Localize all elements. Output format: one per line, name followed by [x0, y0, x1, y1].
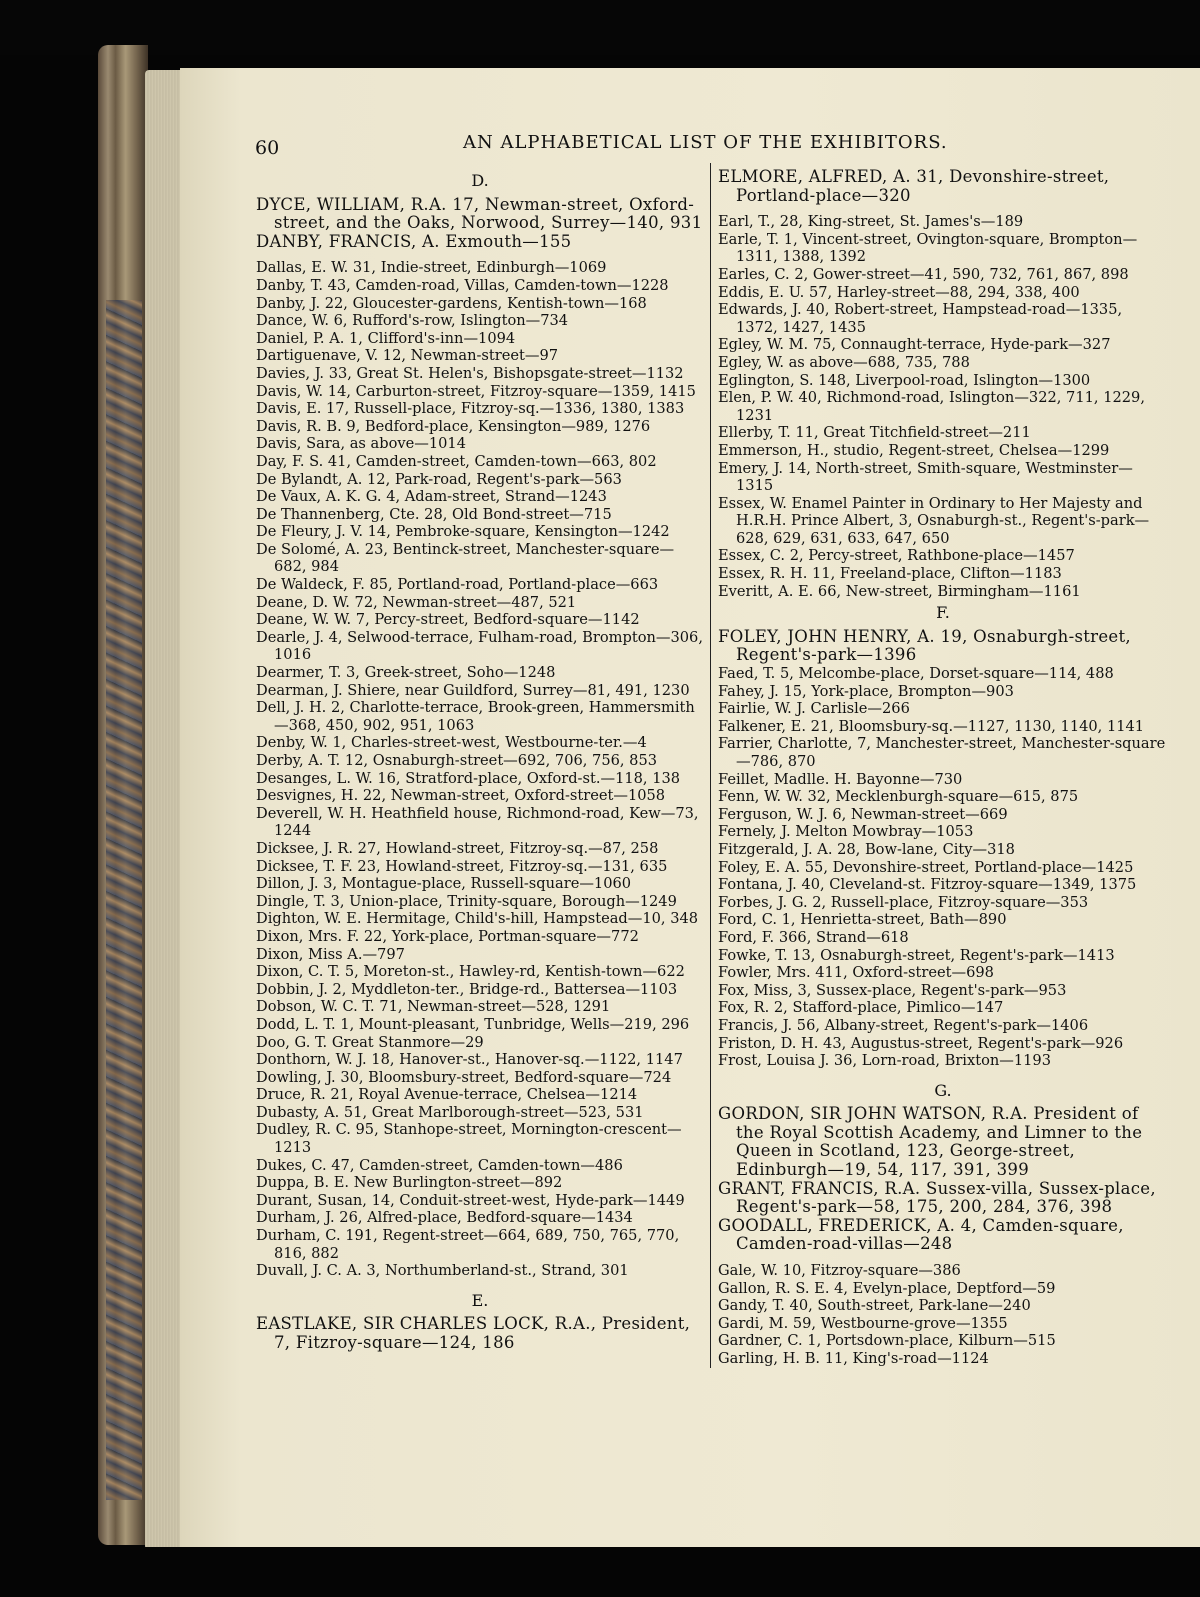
exhibitor-entry: Faed, T. 5, Melcombe-place, Dorset-square—114, 488	[718, 665, 1114, 683]
exhibitor-entry: Frost, Louisa J. 36, Lorn-road, Brixton—1193	[718, 1052, 1051, 1070]
exhibitor-entry: Edwards, J. 40, Robert-street, Hampstead-road—1335, 1372, 1427, 1435	[718, 301, 1123, 336]
exhibitor-entry-major: EASTLAKE, SIR CHARLES LOCK, R.A., President, 7, Fitzroy-square—124, 186	[256, 1314, 691, 1352]
exhibitor-entry: Dearle, J. 4, Selwood-terrace, Fulham-road, Brompton—306, 1016	[256, 628, 703, 664]
exhibitor-entry: Davis, Sara, as above—1014	[256, 435, 467, 453]
exhibitor-entry: Francis, J. 56, Albany-street, Regent's-park—1406	[718, 1016, 1089, 1034]
left-column	[256, 168, 704, 1353]
exhibitor-entry: Dixon, Miss A.—797	[256, 945, 405, 963]
exhibitor-entry: De Waldeck, F. 85, Portland-road, Portland-place—663	[256, 576, 659, 594]
exhibitor-entry: Dighton, W. E. Hermitage, Child's-hill, Hampstead—10, 348	[256, 910, 699, 928]
exhibitor-entry: Feillet, Madlle. H. Bayonne—730	[718, 770, 963, 788]
exhibitor-entry: Fitzgerald, J. A. 28, Bow-lane, City—318	[718, 840, 1015, 858]
exhibitor-entry: De Thannenberg, Cte. 28, Old Bond-street—715	[256, 505, 612, 523]
exhibitor-entry: De Fleury, J. V. 14, Pembroke-square, Kensington—1242	[256, 523, 670, 541]
exhibitor-entry: Gallon, R. S. E. 4, Evelyn-place, Deptford—59	[718, 1279, 1056, 1297]
exhibitor-entry: Davis, R. B. 9, Bedford-place, Kensington—989, 1276	[256, 417, 651, 435]
exhibitor-entry: Dowling, J. 30, Bloomsbury-street, Bedford-square—724	[256, 1068, 672, 1086]
exhibitor-entry: Fox, Miss, 3, Sussex-place, Regent's-park—953	[718, 981, 1067, 999]
exhibitor-entry: Earl, T., 28, King-street, St. James's—189	[718, 213, 1024, 231]
exhibitor-entry: Fenn, W. W. 32, Mecklenburgh-square—615, 875	[718, 788, 1079, 806]
exhibitor-entry: Deane, W. W. 7, Percy-street, Bedford-square—1142	[256, 611, 640, 629]
scan-background-bottom	[0, 1547, 1200, 1597]
exhibitor-entry: Elen, P. W. 40, Richmond-road, Islington—322, 711, 1229, 1231	[718, 389, 1145, 424]
exhibitor-entry: Dallas, E. W. 31, Indie-street, Edinburgh—1069	[256, 259, 607, 277]
e-entry-list	[718, 213, 1168, 600]
exhibitor-entry: Danby, J. 22, Gloucester-gardens, Kentish-town—168	[256, 294, 647, 312]
exhibitor-entry: Dillon, J. 3, Montague-place, Russell-square—1060	[256, 875, 632, 893]
exhibitor-entry: Ford, F. 366, Strand—618	[718, 928, 909, 946]
exhibitor-entry: Fontana, J. 40, Cleveland-st. Fitzroy-square—1349, 1375	[718, 876, 1137, 894]
exhibitor-entry: Dubasty, A. 51, Great Marlborough-street—523, 531	[256, 1103, 644, 1121]
exhibitor-entry: Davis, E. 17, Russell-place, Fitzroy-sq.—1336, 1380, 1383	[256, 400, 685, 418]
exhibitor-entry: Dicksee, T. F. 23, Howland-street, Fitzroy-sq.—131, 635	[256, 857, 668, 875]
exhibitor-entry: Danby, T. 43, Camden-road, Villas, Camden-town—1228	[256, 276, 669, 294]
exhibitor-entry: Emmerson, H., studio, Regent-street, Chelsea—1299	[718, 441, 1110, 459]
column-divider	[710, 163, 711, 1368]
exhibitor-entry: Dodd, L. T. 1, Mount-pleasant, Tunbridge, Wells—219, 296	[256, 1015, 690, 1033]
exhibitor-entry: Durham, J. 26, Alfred-place, Bedford-square—1434	[256, 1209, 633, 1227]
exhibitor-entry: Ford, C. 1, Henrietta-street, Bath—890	[718, 911, 1007, 929]
exhibitor-entry: Dartiguenave, V. 12, Newman-street—97	[256, 347, 559, 365]
g-entry-list	[718, 1262, 1168, 1368]
exhibitor-entry: Doo, G. T. Great Stanmore—29	[256, 1033, 484, 1051]
exhibitor-entry: Fahey, J. 15, York-place, Brompton—903	[718, 682, 1014, 700]
exhibitor-entry: Emery, J. 14, North-street, Smith-square, Westminster—1315	[718, 459, 1133, 495]
exhibitor-entry: Eddis, E. U. 57, Harley-street—88, 294, 338, 400	[718, 283, 1080, 301]
exhibitor-entry: Dingle, T. 3, Union-place, Trinity-square, Borough—1249	[256, 892, 677, 910]
exhibitor-entry-major: DANBY, FRANCIS, A. Exmouth—155	[256, 231, 572, 251]
exhibitor-entry: Gandy, T. 40, South-street, Park-lane—240	[718, 1297, 1031, 1315]
exhibitor-entry: Desvignes, H. 22, Newman-street, Oxford-street—1058	[256, 787, 666, 805]
exhibitor-entry-major: ELMORE, ALFRED, A. 31, Devonshire-street, Portland-place—320	[718, 167, 1110, 205]
section-heading-e: E.	[471, 1290, 489, 1310]
spacer	[718, 205, 1168, 213]
exhibitor-entry-major: GOODALL, FREDERICK, A. 4, Camden-square, Camden-road-villas—248	[718, 1215, 1124, 1254]
exhibitor-entry: Denby, W. 1, Charles-street-west, Westbourne-ter.—4	[256, 734, 647, 752]
exhibitor-entry: Duvall, J. C. A. 3, Northumberland-st., Strand, 301	[256, 1262, 629, 1280]
exhibitor-entry: Davies, J. 33, Great St. Helen's, Bishopsgate-street—1132	[256, 364, 684, 382]
section-heading-g: G.	[934, 1080, 952, 1100]
exhibitor-entry: Durham, C. 191, Regent-street—664, 689, 750, 765, 770, 816, 882	[256, 1227, 680, 1262]
spacer	[256, 1280, 704, 1288]
g-major-list	[718, 1105, 1168, 1254]
exhibitor-entry: Essex, W. Enamel Painter in Ordinary to Her Majesty and H.R.H. Prince Albert, 3, Osnaburgh-st., Regent's-park—628, 629, 631, 633, 647, 650	[718, 494, 1150, 547]
exhibitor-entry: Falkener, E. 21, Bloomsbury-sq.—1127, 1130, 1140, 1141	[718, 717, 1145, 735]
exhibitor-entry: De Solomé, A. 23, Bentinck-street, Manchester-square—682, 984	[256, 540, 675, 576]
spacer	[718, 1254, 1168, 1262]
exhibitor-entry: Garling, H. B. 11, King's-road—1124	[718, 1350, 989, 1367]
exhibitor-entry: Dicksee, J. R. 27, Howland-street, Fitzroy-sq.—87, 258	[256, 839, 659, 857]
exhibitor-entry: Deverell, W. H. Heathfield house, Richmond-road, Kew—73, 1244	[256, 804, 699, 840]
exhibitor-entry: De Vaux, A. K. G. 4, Adam-street, Strand—1243	[256, 488, 607, 506]
exhibitor-entry: Druce, R. 21, Royal Avenue-terrace, Chelsea—1214	[256, 1086, 638, 1104]
running-head: AN ALPHABETICAL LIST OF THE EXHIBITORS.	[463, 132, 948, 153]
exhibitor-entry: Gale, W. 10, Fitzroy-square—386	[718, 1262, 961, 1280]
scan-background	[0, 0, 1200, 55]
exhibitor-entry: Dearmer, T. 3, Greek-street, Soho—1248	[256, 664, 556, 682]
exhibitor-entry: Duppa, B. E. New Burlington-street—892	[256, 1174, 563, 1192]
exhibitor-entry: Everitt, A. E. 66, New-street, Birmingham—1161	[718, 582, 1081, 600]
exhibitor-entry: Fowler, Mrs. 411, Oxford-street—698	[718, 964, 994, 982]
exhibitor-entry: Ellerby, T. 11, Great Titchfield-street—211	[718, 424, 1031, 442]
section-heading-f: F.	[936, 603, 950, 623]
exhibitor-entry: Donthorn, W. J. 18, Hanover-st., Hanover-sq.—1122, 1147	[256, 1051, 683, 1069]
exhibitor-entry: Ferguson, W. J. 6, Newman-street—669	[718, 805, 1008, 823]
section-heading-d: D.	[471, 171, 489, 190]
exhibitor-entry: Dudley, R. C. 95, Stanhope-street, Mornington-crescent—1213	[256, 1121, 682, 1157]
exhibitor-entry: Dobbin, J. 2, Myddleton-ter., Bridge-rd., Battersea—1103	[256, 980, 678, 998]
exhibitor-entry: Friston, D. H. 43, Augustus-street, Regent's-park—926	[718, 1034, 1124, 1052]
exhibitor-entry: Dukes, C. 47, Camden-street, Camden-town—486	[256, 1156, 623, 1174]
exhibitor-entry: Egley, W. as above—688, 735, 788	[718, 353, 970, 371]
exhibitor-entry: De Bylandt, A. 12, Park-road, Regent's-park—563	[256, 470, 622, 488]
exhibitor-entry: Derby, A. T. 12, Osnaburgh-street—692, 706, 756, 853	[256, 752, 658, 769]
exhibitor-entry: Day, F. S. 41, Camden-street, Camden-town—663, 802	[256, 452, 657, 470]
e-major-list-left	[256, 1315, 704, 1352]
exhibitor-entry: Dance, W. 6, Rufford's-row, Islington—734	[256, 312, 569, 330]
exhibitor-entry: Dixon, Mrs. F. 22, York-place, Portman-square—772	[256, 927, 639, 945]
exhibitor-entry: Essex, R. H. 11, Freeland-place, Clifton—1183	[718, 565, 1062, 583]
exhibitor-entry: Dixon, C. T. 5, Moreton-st., Hawley-rd, Kentish-town—622	[256, 963, 685, 981]
page-number: 60	[255, 137, 280, 159]
marbled-endpaper	[106, 300, 142, 1500]
exhibitor-entry: Daniel, P. A. 1, Clifford's-inn—1094	[256, 329, 516, 347]
exhibitor-entry: Dell, J. H. 2, Charlotte-terrace, Brook-green, Hammersmith—368, 450, 902, 951, 1063	[256, 699, 695, 734]
book-page	[180, 68, 1200, 1548]
f-major-list	[718, 628, 1168, 665]
e-major-list-right	[718, 168, 1168, 205]
exhibitor-entry: Essex, C. 2, Percy-street, Rathbone-place—1457	[718, 547, 1075, 565]
right-column	[718, 168, 1168, 1368]
spacer	[256, 251, 704, 259]
spacer	[718, 1070, 1168, 1078]
exhibitor-entry: Gardner, C. 1, Portsdown-place, Kilburn—515	[718, 1332, 1056, 1350]
exhibitor-entry: Davis, W. 14, Carburton-street, Fitzroy-square—1359, 1415	[256, 382, 696, 400]
f-entry-list	[718, 665, 1168, 1070]
exhibitor-entry: Dearman, J. Shiere, near Guildford, Surrey—81, 491, 1230	[256, 681, 690, 699]
exhibitor-entry-major: FOLEY, JOHN HENRY, A. 19, Osnaburgh-street, Regent's-park—1396	[718, 626, 1131, 665]
exhibitor-entry-major: GRANT, FRANCIS, R.A. Sussex-villa, Sussex-place, Regent's-park—58, 175, 200, 284, 376, 398	[718, 1178, 1156, 1217]
exhibitor-entry: Desanges, L. W. 16, Stratford-place, Oxford-st.—118, 138	[256, 769, 681, 787]
exhibitor-entry: Fowke, T. 13, Osnaburgh-street, Regent's-park—1413	[718, 946, 1115, 964]
d-entry-list	[256, 259, 704, 1279]
exhibitor-entry: Deane, D. W. 72, Newman-street—487, 521	[256, 593, 577, 611]
exhibitor-entry: Farrier, Charlotte, 7, Manchester-street, Manchester-square—786, 870	[718, 735, 1166, 770]
exhibitor-entry: Egley, W. M. 75, Connaught-terrace, Hyde-park—327	[718, 336, 1111, 354]
exhibitor-entry-major: GORDON, SIR JOHN WATSON, R.A. President of the Royal Scottish Academy, and Limner to the Queen in Scotland, 123, George-street, Edinburgh—19, 54, 117, 391, 399	[718, 1104, 1143, 1180]
exhibitor-entry: Durant, Susan, 14, Conduit-street-west, Hyde-park—1449	[256, 1191, 685, 1209]
exhibitor-entry: Forbes, J. G. 2, Russell-place, Fitzroy-square—353	[718, 893, 1089, 911]
exhibitor-entry: Fairlie, W. J. Carlisle—266	[718, 700, 910, 718]
exhibitor-entry: Gardi, M. 59, Westbourne-grove—1355	[718, 1314, 1008, 1332]
d-major-list	[256, 196, 704, 252]
exhibitor-entry: Fernely, J. Melton Mowbray—1053	[718, 823, 974, 841]
exhibitor-entry: Dobson, W. C. T. 71, Newman-street—528, 1291	[256, 998, 611, 1016]
exhibitor-entry: Foley, E. A. 55, Devonshire-street, Portland-place—1425	[718, 858, 1134, 876]
exhibitor-entry: Eglington, S. 148, Liverpool-road, Islington—1300	[718, 371, 1091, 389]
exhibitor-entry: Earles, C. 2, Gower-street—41, 590, 732, 761, 867, 898	[718, 265, 1129, 283]
exhibitor-entry: Earle, T. 1, Vincent-street, Ovington-square, Brompton—1311, 1388, 1392	[718, 230, 1138, 266]
exhibitor-entry-major: DYCE, WILLIAM, R.A. 17, Newman-street, Oxford-street, and the Oaks, Norwood, Surrey—140, 931	[256, 194, 703, 233]
exhibitor-entry: Fox, R. 2, Stafford-place, Pimlico—147	[718, 999, 1004, 1017]
